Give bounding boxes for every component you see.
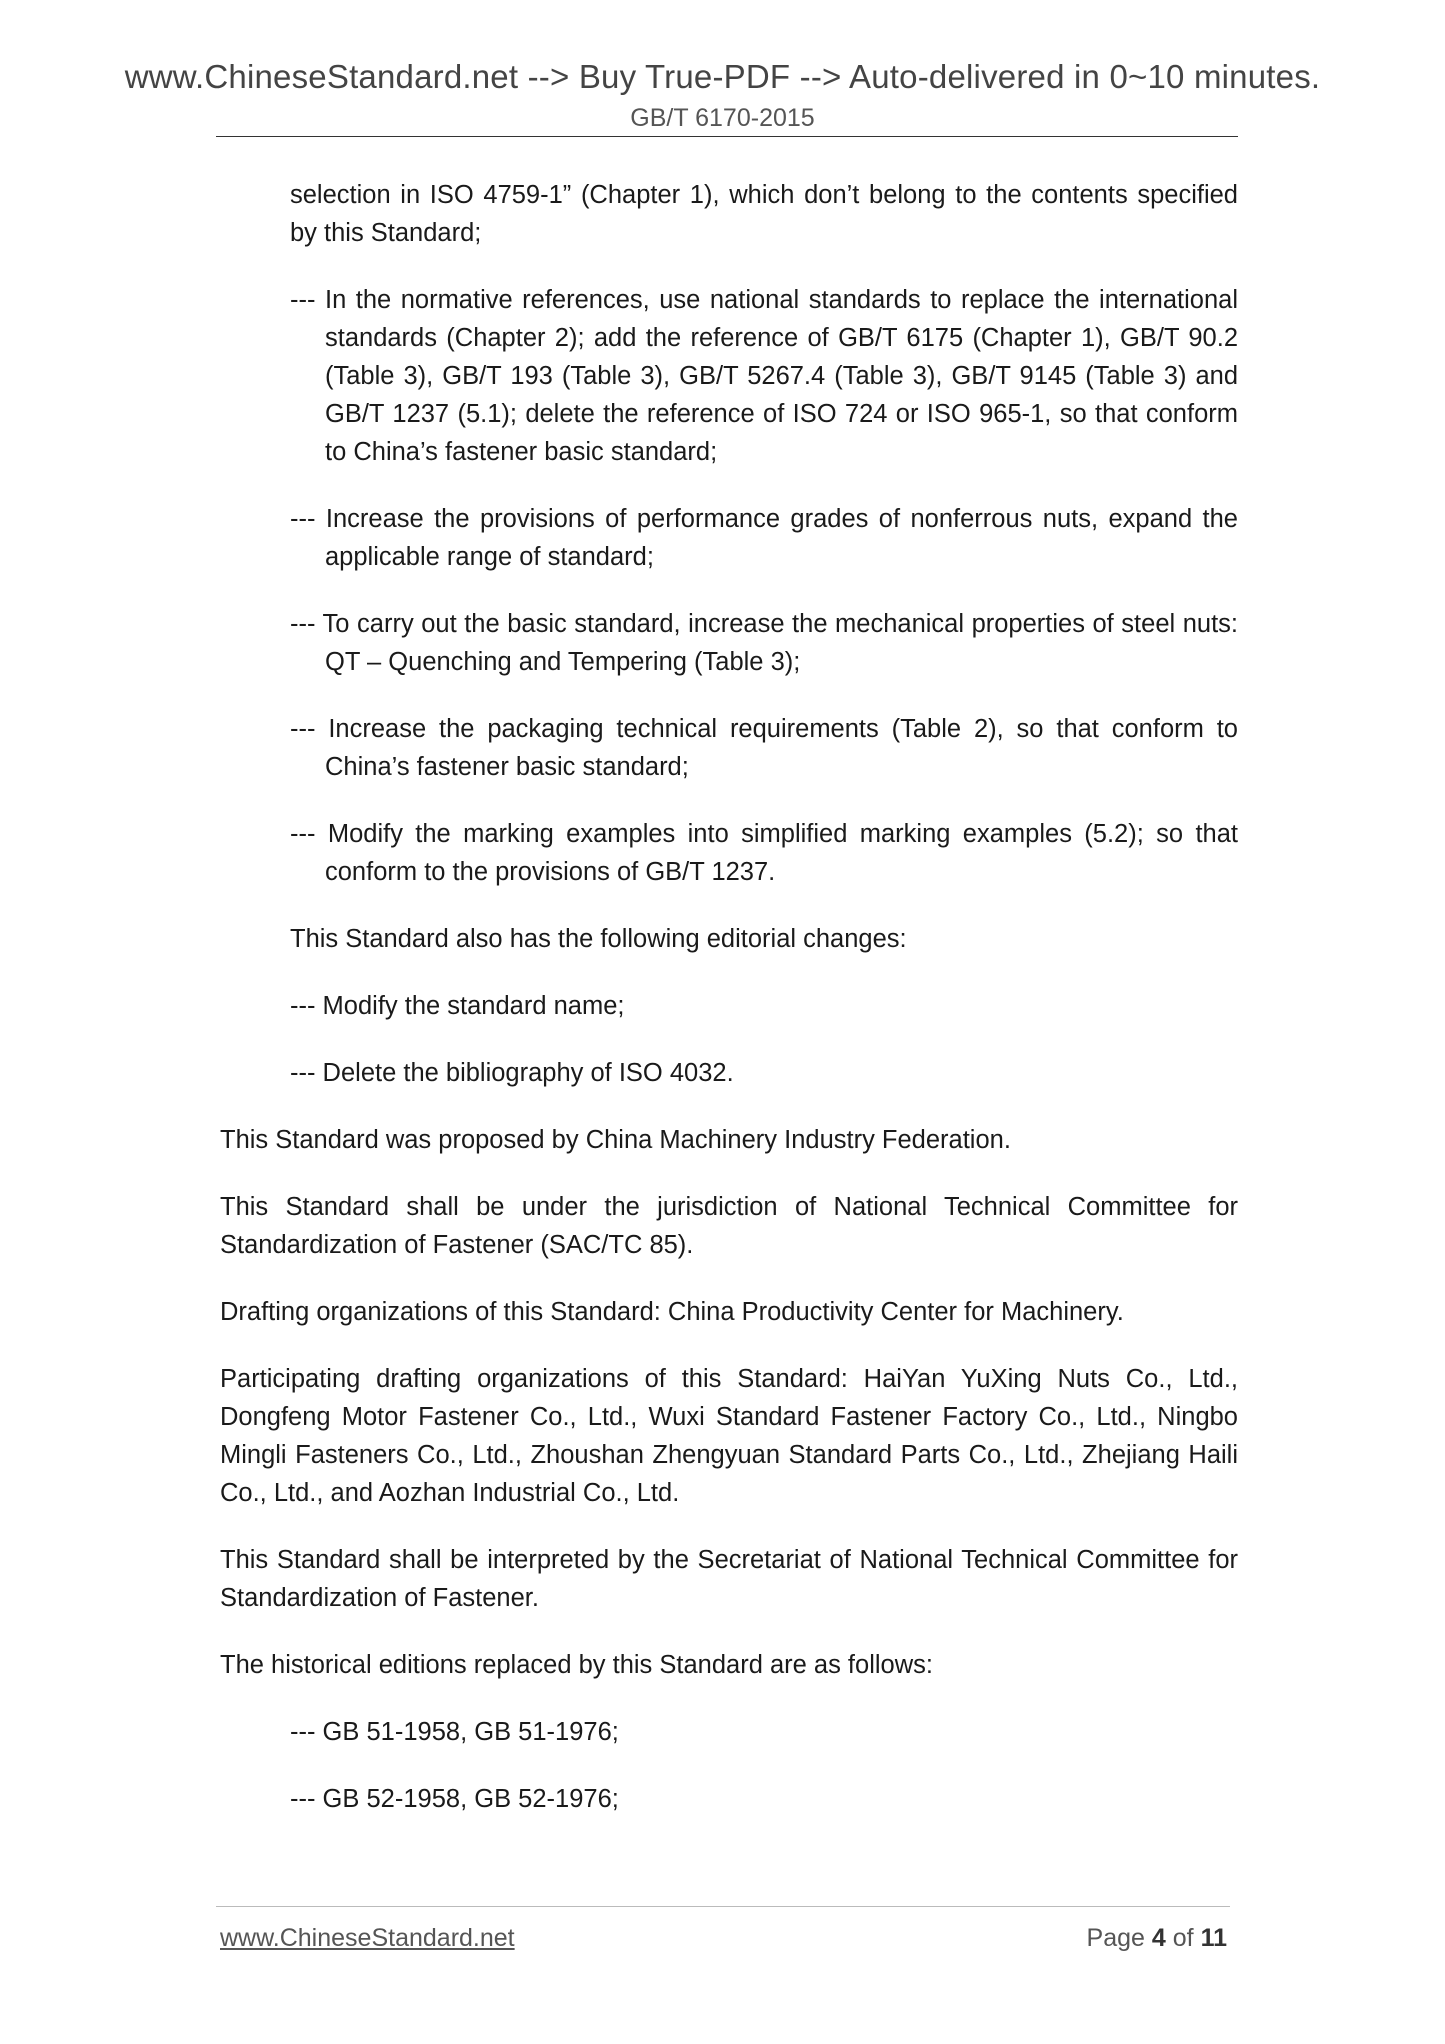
jurisdiction-paragraph: This Standard shall be under the jurisdiction of National Technical Committee for Standardization of Fastener (SAC/TC 85). [220, 1193, 1238, 1259]
historical-edition-item: --- GB 52-1958, GB 52-1976; [290, 1785, 619, 1813]
page-total: 11 [1200, 1924, 1227, 1952]
historical-edition-item: --- GB 51-1958, GB 51-1976; [290, 1718, 619, 1746]
technical-change-item: --- Modify the marking examples into simplified marking examples (5.2); so that conform to the provisions of GB/T 1237. [290, 820, 1238, 886]
footer-site-link[interactable]: www.ChineseStandard.net [220, 1924, 515, 1952]
historical-intro: The historical editions replaced by this Standard are as follows: [220, 1651, 933, 1679]
technical-change-item: --- Increase the provisions of performance grades of nonferrous nuts, expand the applicable range of standard; [290, 505, 1238, 571]
page-number: 4 [1151, 1924, 1166, 1952]
header-banner: www.ChineseStandard.net --> Buy True-PDF --> Auto-delivered in 0~10 minutes. [124, 58, 1321, 95]
document-body [220, 176, 1238, 1847]
technical-change-item: --- In the normative references, use national standards to replace the international standards (Chapter 2); add the reference of GB/T 6175 (Chapter 1), GB/T 90.2 (Table 3), GB/T 193 (Table 3), GB/T 5267.4 (Table 3), GB/T 9145 (Table 3) and GB/T 1237 (5.1); delete the reference of ISO 724 or ISO 965-1, so that conform to China’s fastener basic standard; [290, 286, 1238, 466]
footer-divider [216, 1906, 1230, 1907]
interpreted-by-paragraph: This Standard shall be interpreted by the Secretariat of National Technical Committee for Standardization of Fastener. [220, 1546, 1238, 1612]
technical-change-item: --- Increase the packaging technical requirements (Table 2), so that conform to China’s fastener basic standard; [290, 715, 1238, 781]
page-label: Page [1086, 1924, 1145, 1952]
participating-orgs-paragraph: Participating drafting organizations of this Standard: HaiYan YuXing Nuts Co., Ltd., Dongfeng Motor Fastener Co., Ltd., Wuxi Standard Fastener Factory Co., Ltd., Ningbo Mingli Fasteners Co., Ltd., Zhoushan Zhengyuan Standard Parts Co., Ltd., Zhejiang Haili Co., Ltd., and Aozhan Industrial Co., Ltd. [220, 1365, 1238, 1507]
editorial-intro: This Standard also has the following editorial changes: [290, 925, 907, 953]
standard-code: GB/T 6170-2015 [630, 104, 815, 132]
header-divider [216, 136, 1238, 137]
technical-change-item: --- To carry out the basic standard, increase the mechanical properties of steel nuts: QT – Quenching and Tempering (Table 3); [290, 610, 1238, 676]
editorial-change-item: --- Modify the standard name; [290, 992, 625, 1020]
proposed-by-paragraph: This Standard was proposed by China Machinery Industry Federation. [220, 1126, 1011, 1154]
drafting-orgs-paragraph: Drafting organizations of this Standard: China Productivity Center for Machinery. [220, 1298, 1124, 1326]
of-label: of [1172, 1924, 1194, 1952]
page-indicator [1087, 1924, 1227, 1953]
editorial-change-item: --- Delete the bibliography of ISO 4032. [290, 1059, 734, 1087]
continuation-paragraph: selection in ISO 4759-1” (Chapter 1), which don’t belong to the contents specified by this Standard; [290, 181, 1238, 247]
